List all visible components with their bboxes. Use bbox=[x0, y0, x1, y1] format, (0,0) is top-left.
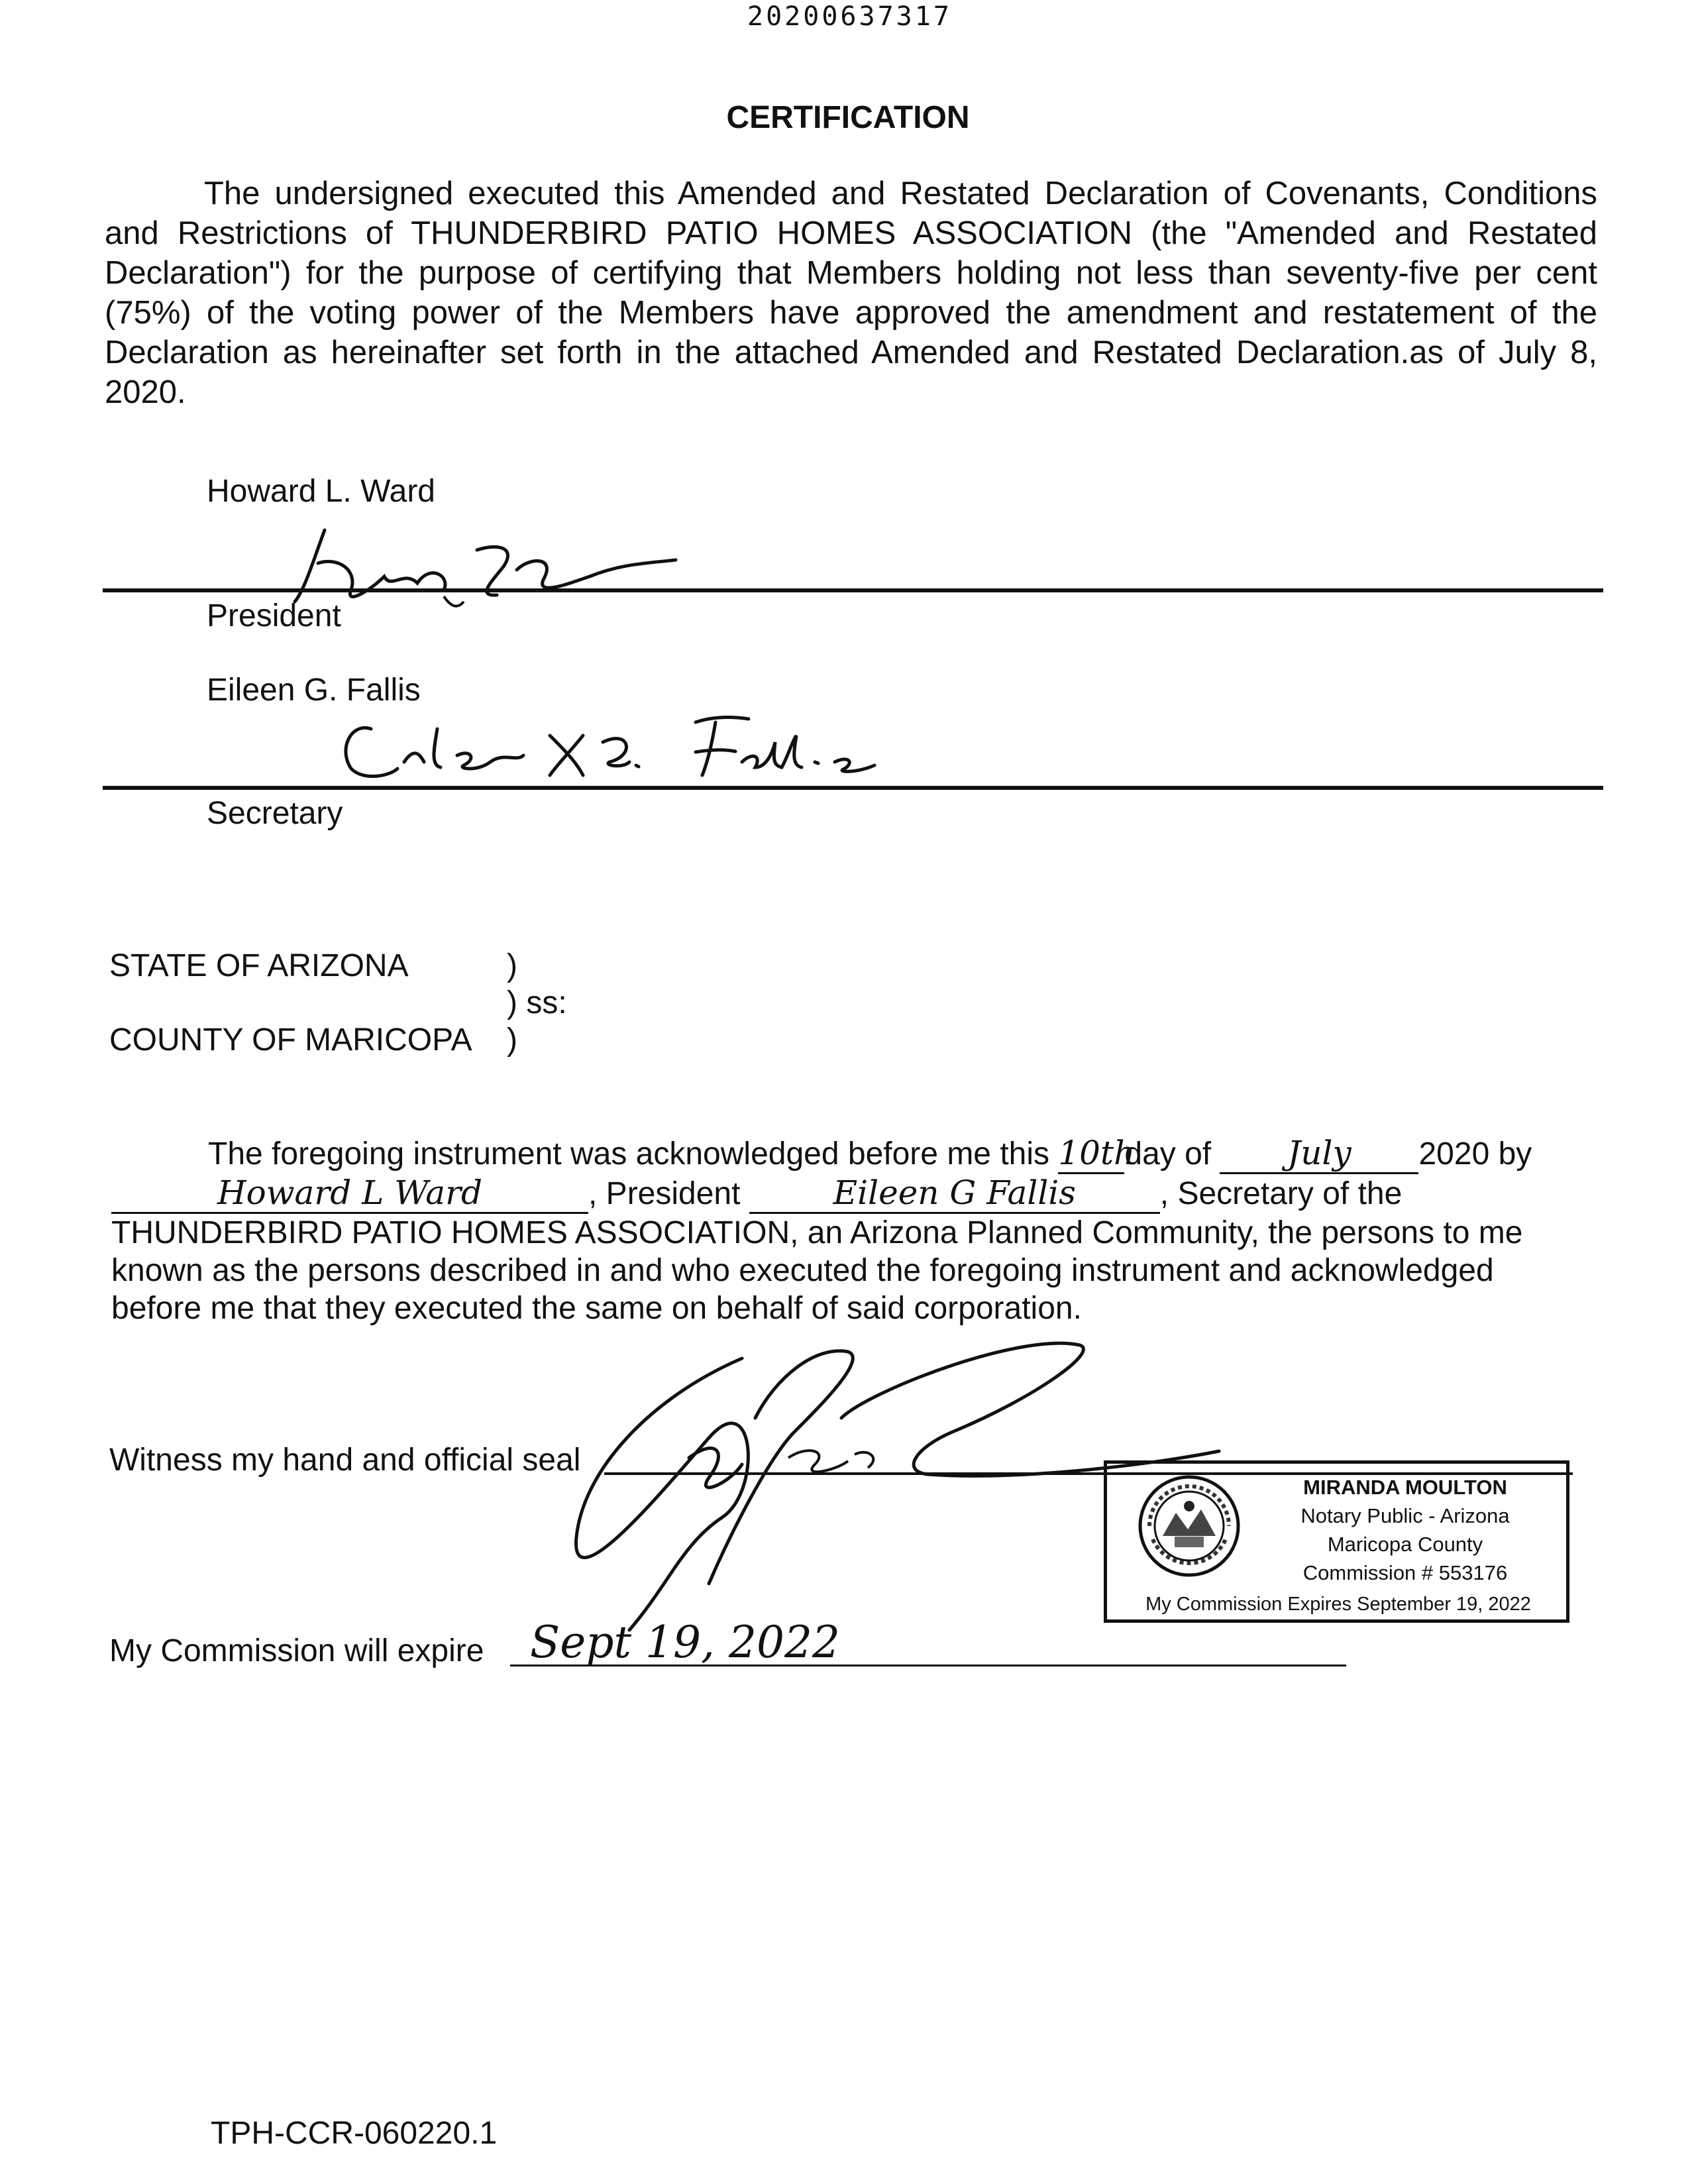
ack-month: July bbox=[1220, 1134, 1418, 1174]
ack-text-5: , Secretary of the bbox=[1159, 1176, 1403, 1211]
secretary-signature-line bbox=[103, 786, 1603, 790]
certification-paragraph-text: The undersigned executed this Amended and Restated Declaration of Covenants, Conditions and Restrictions of THUNDERBIRD PATIO HOMES ASSOCIATION (the "Amended and Restated Declaration") for the purpose of certifying that Members holding not less than seventy-five per cent (75%) of the voting power of the Members have approved the amendment and restatement of the Declaration as hereinafter set forth in the attached Amended and Restated Declaration.as of July 8, 2020. bbox=[105, 176, 1597, 410]
seal-line-2: Notary Public - Arizona bbox=[1300, 1504, 1510, 1527]
ack-day: 10th bbox=[1058, 1134, 1124, 1174]
ack-text-2: day of bbox=[1124, 1136, 1212, 1172]
acknowledgment-line-2 bbox=[111, 1174, 1589, 1214]
notary-seal-stamp bbox=[1104, 1460, 1569, 1623]
president-title: President bbox=[207, 598, 341, 633]
seal-notary-name: MIRANDA MOULTON bbox=[1303, 1476, 1507, 1499]
certification-title: CERTIFICATION bbox=[726, 100, 970, 135]
acknowledgment-line-rest: THUNDERBIRD PATIO HOMES ASSOCIATION, an Arizona Planned Community, the persons to me known as the persons described in and who executed the foregoing instrument and acknowledged before me that they executed the same on behalf of said corporation. bbox=[111, 1215, 1523, 1326]
acknowledgment-line-1 bbox=[111, 1134, 1589, 1174]
footer-code: TPH-CCR-060220.1 bbox=[211, 2116, 498, 2151]
secretary-signature bbox=[325, 689, 881, 789]
arizona-seal-emblem bbox=[1136, 1473, 1242, 1579]
seal-expiration: My Commission Expires September 19, 2022 bbox=[1145, 1594, 1531, 1615]
ack-text-3: 2020 by bbox=[1418, 1136, 1532, 1172]
state-paren: ) bbox=[507, 948, 517, 983]
secretary-title: Secretary bbox=[207, 796, 343, 831]
expire-line bbox=[510, 1665, 1346, 1666]
acknowledgment-paragraph bbox=[111, 1134, 1589, 1327]
expire-label: My Commission will expire bbox=[109, 1633, 484, 1668]
president-signature-line bbox=[103, 588, 1603, 592]
witness-label: Witness my hand and official seal bbox=[109, 1443, 581, 1478]
state-label: STATE OF ARIZONA bbox=[109, 948, 409, 983]
secretary-name: Eileen G. Fallis bbox=[207, 673, 421, 708]
county-paren: ) bbox=[507, 1022, 517, 1058]
expire-handwritten: Sept 19, 2022 bbox=[530, 1617, 840, 1668]
ss-label: ) ss: bbox=[507, 985, 567, 1020]
ack-president-name: Howard L Ward bbox=[111, 1174, 588, 1214]
president-name: Howard L. Ward bbox=[207, 474, 435, 509]
county-label: COUNTY OF MARICOPA bbox=[109, 1022, 472, 1058]
document-number: 20200637317 bbox=[747, 1, 952, 32]
seal-line-4: Commission # 553176 bbox=[1302, 1561, 1508, 1584]
ack-text-4: , President bbox=[588, 1176, 741, 1211]
ack-text-1: The foregoing instrument was acknowledged before me this bbox=[208, 1136, 1050, 1172]
certification-paragraph bbox=[105, 174, 1597, 412]
seal-line-3: Maricopa County bbox=[1327, 1533, 1483, 1556]
ack-secretary-name: Eileen G Fallis bbox=[749, 1174, 1160, 1214]
seal-text-block bbox=[1246, 1473, 1564, 1587]
